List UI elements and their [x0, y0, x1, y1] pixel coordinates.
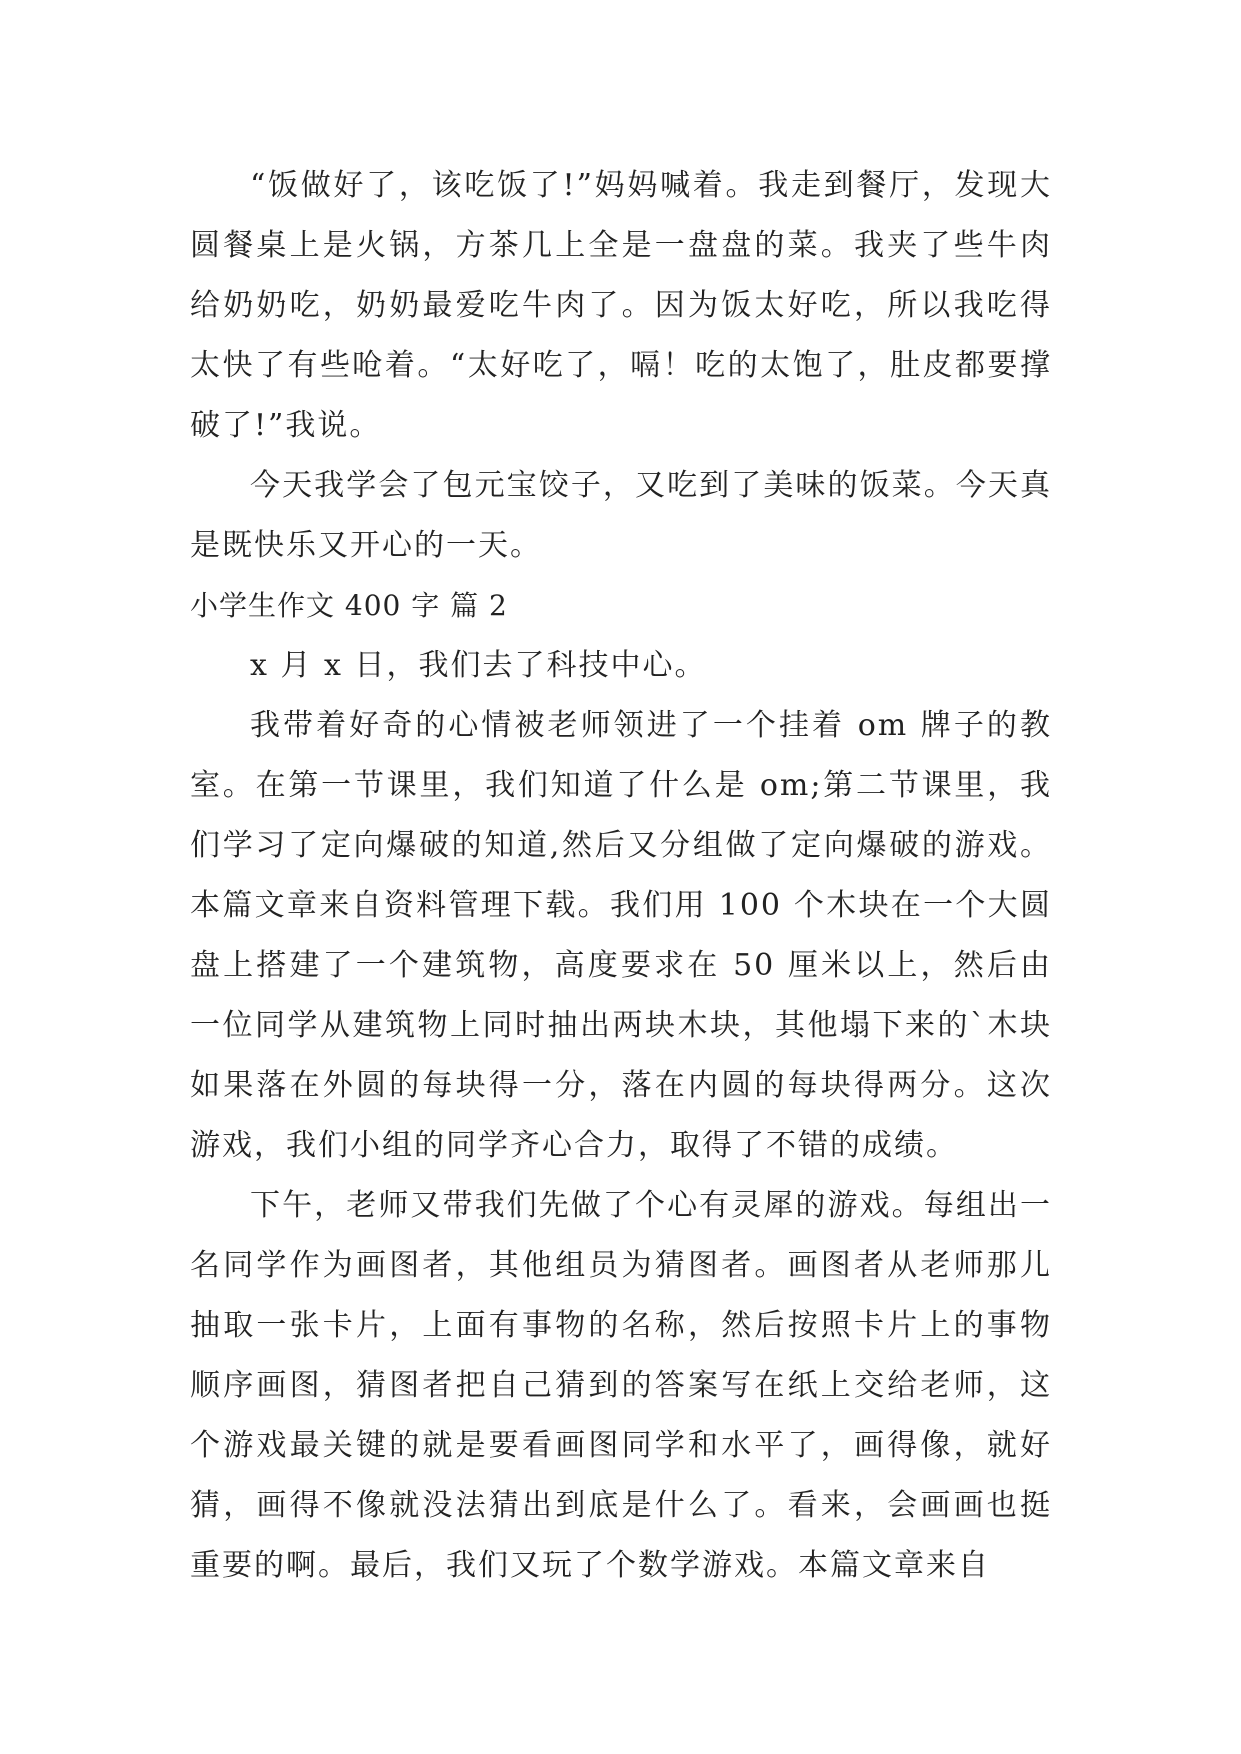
paragraph-afternoon: 下午，老师又带我们先做了个心有灵犀的游戏。每组出一名同学作为画图者，其他组员为猜图者。画图者从老师那儿抽取一张卡片，上面有事物的名称，然后按照卡片上的事物顺序画图，猜图者把自己猜到的答案写在纸上交给老师，这个游戏最关键的就是要看画图同学和水平了，画得像，就好猜，画得不像就没法猜出到底是什么了。看来，会画画也挺重要的啊。最后，我们又玩了个数学游戏。本篇文章来自	[190, 1188, 1052, 1583]
paragraph-date: x 月 x 日，我们去了科技中心。	[250, 648, 707, 683]
paragraph-summary: 今天我学会了包元宝饺子，又吃到了美味的饭菜。今天真是既快乐又开心的一天。	[190, 468, 1052, 563]
paragraph-science-center: 我带着好奇的心情被老师领进了一个挂着 om 牌子的教室。在第一节课里，我们知道了什么是 om;第二节课里，我们学习了定向爆破的知道,然后又分组做了定向爆破的游戏。本篇文章来自资料管理下载。我们用 100 个木块在一个大圆盘上搭建了一个建筑物，高度要求在 50 厘米以上，然后由一位同学从建筑物上同时抽出两块木块，其他塌下来的`木块如果落在外圆的每块得一分，落在内圆的每块得两分。这次游戏，我们小组的同学齐心合力，取得了不错的成绩。	[190, 708, 1052, 1163]
document-body	[190, 156, 1052, 1596]
paragraph-dinner: “饭做好了，该吃饭了!”妈妈喊着。我走到餐厅，发现大圆餐桌上是火锅，方茶几上全是一盘盘的菜。我夹了些牛肉给奶奶吃，奶奶最爱吃牛肉了。因为饭太好吃，所以我吃得太快了有些呛着。“太好吃了，嗝！吃的太饱了，肚皮都要撑破了!”我说。	[190, 168, 1052, 443]
section-heading: 小学生作文 400 字 篇 2	[190, 589, 508, 622]
